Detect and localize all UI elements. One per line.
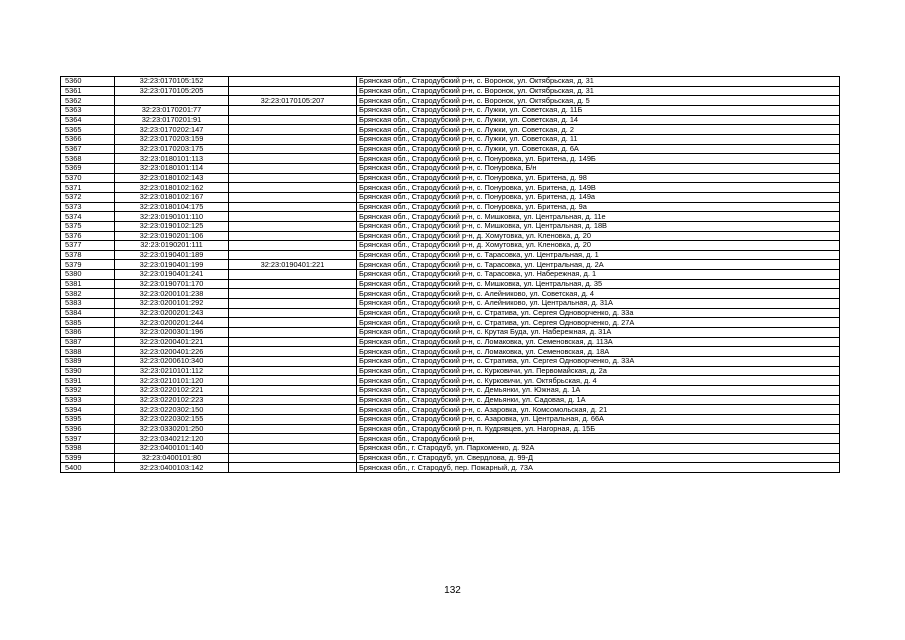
table-row <box>61 337 840 347</box>
cadastral-number-cell: 32:23:0220102:221 <box>115 386 229 396</box>
table-row <box>61 395 840 405</box>
cadastral-number-cell: 32:23:0400101:80 <box>115 453 229 463</box>
row-number-cell: 5382 <box>61 289 115 299</box>
table-row <box>61 347 840 357</box>
row-number-cell: 5373 <box>61 202 115 212</box>
address-cell: Брянская обл., Стародубский р-н, с. Алейниково, ул. Советская, д. 4 <box>357 289 840 299</box>
row-number-cell: 5379 <box>61 260 115 270</box>
address-cell: Брянская обл., Стародубский р-н, с. Ломаковка, ул. Семеновская, д. 113А <box>357 337 840 347</box>
table-row <box>61 308 840 318</box>
row-number-cell: 5397 <box>61 434 115 444</box>
address-cell: Брянская обл., Стародубский р-н, с. Воронок, ул. Октябрьская, д. 5 <box>357 96 840 106</box>
related-cadastral-number-cell <box>229 414 357 424</box>
table-row <box>61 241 840 251</box>
table-row <box>61 192 840 202</box>
table-row <box>61 463 840 473</box>
row-number-cell: 5363 <box>61 105 115 115</box>
cadastral-number-cell: 32:23:0400103:142 <box>115 463 229 473</box>
row-number-cell: 5361 <box>61 86 115 96</box>
related-cadastral-number-cell: 32:23:0190401:221 <box>229 260 357 270</box>
cadastral-number-cell: 32:23:0200610:340 <box>115 357 229 367</box>
table-row <box>61 144 840 154</box>
row-number-cell: 5400 <box>61 463 115 473</box>
row-number-cell: 5370 <box>61 173 115 183</box>
table-row <box>61 221 840 231</box>
row-number-cell: 5399 <box>61 453 115 463</box>
cadastral-number-cell: 32:23:0180104:175 <box>115 202 229 212</box>
address-cell: Брянская обл., Стародубский р-н, <box>357 434 840 444</box>
related-cadastral-number-cell <box>229 279 357 289</box>
cadastral-number-cell: 32:23:0170105:205 <box>115 86 229 96</box>
row-number-cell: 5388 <box>61 347 115 357</box>
address-cell: Брянская обл., Стародубский р-н, с. Лужки, ул. Советская, д. 6А <box>357 144 840 154</box>
cadastral-number-cell: 32:23:0190401:199 <box>115 260 229 270</box>
page-number: 132 <box>444 585 461 596</box>
table-row <box>61 77 840 87</box>
address-cell: Брянская обл., Стародубский р-н, с. Стратива, ул. Сергея Одноворченко, д. 33А <box>357 357 840 367</box>
row-number-cell: 5380 <box>61 270 115 280</box>
cadastral-number-cell: 32:23:0220302:150 <box>115 405 229 415</box>
address-cell: Брянская обл., Стародубский р-н, с. Курковичи, ул. Октябрьская, д. 4 <box>357 376 840 386</box>
related-cadastral-number-cell <box>229 328 357 338</box>
related-cadastral-number-cell <box>229 183 357 193</box>
related-cadastral-number-cell <box>229 134 357 144</box>
address-cell: Брянская обл., Стародубский р-н, д. Хомутовка, ул. Кленовка, д. 20 <box>357 231 840 241</box>
row-number-cell: 5390 <box>61 366 115 376</box>
related-cadastral-number-cell <box>229 144 357 154</box>
cadastral-number-cell: 32:23:0190401:189 <box>115 250 229 260</box>
related-cadastral-number-cell <box>229 299 357 309</box>
address-cell: Брянская обл., Стародубский р-н, с. Понуровка, ул. Бритена, д. 149Б <box>357 154 840 164</box>
table-row <box>61 424 840 434</box>
table-row <box>61 443 840 453</box>
cadastral-number-cell: 32:23:0220102:223 <box>115 395 229 405</box>
cadastral-number-cell: 32:23:0340212:120 <box>115 434 229 444</box>
cadastral-number-cell: 32:23:0220302:155 <box>115 414 229 424</box>
row-number-cell: 5385 <box>61 318 115 328</box>
address-cell: Брянская обл., Стародубский р-н, с. Стратива, ул. Сергея Одноворченко, д. 33а <box>357 308 840 318</box>
related-cadastral-number-cell <box>229 434 357 444</box>
address-cell: Брянская обл., Стародубский р-н, с. Лужки, ул. Советская, д. 11 <box>357 134 840 144</box>
address-cell: Брянская обл., Стародубский р-н, с. Понуровка, ул. Бритена, д. 149а <box>357 192 840 202</box>
cadastral-number-cell: 32:23:0190401:241 <box>115 270 229 280</box>
cadastral-number-cell: 32:23:0210101:120 <box>115 376 229 386</box>
table-row <box>61 328 840 338</box>
row-number-cell: 5384 <box>61 308 115 318</box>
related-cadastral-number-cell <box>229 386 357 396</box>
cadastral-number-cell: 32:23:0200401:226 <box>115 347 229 357</box>
table-row <box>61 405 840 415</box>
cadastral-number-cell: 32:23:0180102:167 <box>115 192 229 202</box>
related-cadastral-number-cell <box>229 221 357 231</box>
related-cadastral-number-cell <box>229 405 357 415</box>
related-cadastral-number-cell <box>229 270 357 280</box>
table-row <box>61 105 840 115</box>
address-cell: Брянская обл., Стародубский р-н, с. Азаровка, ул. Комсомольская, д. 21 <box>357 405 840 415</box>
related-cadastral-number-cell <box>229 289 357 299</box>
table-row <box>61 125 840 135</box>
address-cell: Брянская обл., Стародубский р-н, с. Лужки, ул. Советская, д. 11Б <box>357 105 840 115</box>
row-number-cell: 5366 <box>61 134 115 144</box>
row-number-cell: 5362 <box>61 96 115 106</box>
row-number-cell: 5365 <box>61 125 115 135</box>
row-number-cell: 5364 <box>61 115 115 125</box>
row-number-cell: 5387 <box>61 337 115 347</box>
related-cadastral-number-cell <box>229 424 357 434</box>
cadastral-number-cell: 32:23:0190201:111 <box>115 241 229 251</box>
address-cell: Брянская обл., Стародубский р-н, с. Тарасовка, ул. Центральная, д. 2А <box>357 260 840 270</box>
cadastral-number-cell: 32:23:0200101:238 <box>115 289 229 299</box>
address-cell: Брянская обл., Стародубский р-н, с. Стратива, ул. Сергея Одноворченко, д. 27А <box>357 318 840 328</box>
row-number-cell: 5368 <box>61 154 115 164</box>
related-cadastral-number-cell <box>229 308 357 318</box>
cadastral-number-cell: 32:23:0190101:110 <box>115 212 229 222</box>
related-cadastral-number-cell <box>229 173 357 183</box>
related-cadastral-number-cell <box>229 395 357 405</box>
table-row <box>61 414 840 424</box>
table-row <box>61 115 840 125</box>
related-cadastral-number-cell <box>229 154 357 164</box>
table-row <box>61 202 840 212</box>
related-cadastral-number-cell <box>229 250 357 260</box>
cadastral-number-cell: 32:23:0200401:221 <box>115 337 229 347</box>
address-cell: Брянская обл., Стародубский р-н, с. Мишковка, ул. Центральная, д. 35 <box>357 279 840 289</box>
address-cell: Брянская обл., Стародубский р-н, с. Понуровка, ул. Бритена, д. 98 <box>357 173 840 183</box>
table-row <box>61 86 840 96</box>
table-row <box>61 376 840 386</box>
cadastral-number-cell: 32:23:0200101:292 <box>115 299 229 309</box>
row-number-cell: 5391 <box>61 376 115 386</box>
address-cell: Брянская обл., Стародубский р-н, с. Курковичи, ул. Первомайская, д. 2а <box>357 366 840 376</box>
table-row <box>61 154 840 164</box>
related-cadastral-number-cell <box>229 77 357 87</box>
table-row <box>61 260 840 270</box>
address-cell: Брянская обл., Стародубский р-н, с. Понуровка, ул. Бритена, д. 149В <box>357 183 840 193</box>
table-row <box>61 366 840 376</box>
table-row <box>61 279 840 289</box>
cadastral-number-cell: 32:23:0180101:113 <box>115 154 229 164</box>
address-cell: Брянская обл., Стародубский р-н, с. Демьянки, ул. Садовая, д. 1А <box>357 395 840 405</box>
table-row <box>61 231 840 241</box>
address-cell: Брянская обл., г. Стародуб, пер. Пожарный, д. 73А <box>357 463 840 473</box>
cadastral-number-cell: 32:23:0170203:159 <box>115 134 229 144</box>
address-cell: Брянская обл., Стародубский р-н, с. Мишковка, ул. Центральная, д. 18В <box>357 221 840 231</box>
related-cadastral-number-cell <box>229 376 357 386</box>
address-cell: Брянская обл., Стародубский р-н, с. Тарасовка, ул. Набережная, д. 1 <box>357 270 840 280</box>
row-number-cell: 5395 <box>61 414 115 424</box>
cadastral-number-cell: 32:23:0180102:143 <box>115 173 229 183</box>
cadastral-number-cell <box>115 96 229 106</box>
related-cadastral-number-cell <box>229 241 357 251</box>
table-row <box>61 299 840 309</box>
cadastral-number-cell: 32:23:0170201:77 <box>115 105 229 115</box>
address-cell: Брянская обл., г. Стародуб, ул. Пархоменко, д. 92А <box>357 443 840 453</box>
related-cadastral-number-cell <box>229 86 357 96</box>
cadastral-number-cell: 32:23:0200201:244 <box>115 318 229 328</box>
address-cell: Брянская обл., Стародубский р-н, с. Воронок, ул. Октябрьская, д. 31 <box>357 86 840 96</box>
row-number-cell: 5394 <box>61 405 115 415</box>
table-row <box>61 173 840 183</box>
related-cadastral-number-cell: 32:23:0170105:207 <box>229 96 357 106</box>
related-cadastral-number-cell <box>229 192 357 202</box>
row-number-cell: 5393 <box>61 395 115 405</box>
row-number-cell: 5360 <box>61 77 115 87</box>
address-cell: Брянская обл., Стародубский р-н, с. Ломаковка, ул. Семеновская, д. 18А <box>357 347 840 357</box>
registry-table <box>60 76 840 473</box>
table-row <box>61 318 840 328</box>
address-cell: Брянская обл., Стародубский р-н, с. Азаровка, ул. Центральная, д. 66А <box>357 414 840 424</box>
cadastral-number-cell: 32:23:0330201:250 <box>115 424 229 434</box>
table-row <box>61 134 840 144</box>
related-cadastral-number-cell <box>229 453 357 463</box>
address-cell: Брянская обл., Стародубский р-н, с. Понуровка, Б/н <box>357 163 840 173</box>
address-cell: Брянская обл., Стародубский р-н, п. Кудрявцев, ул. Нагорная, д. 15Б <box>357 424 840 434</box>
cadastral-number-cell: 32:23:0400101:140 <box>115 443 229 453</box>
row-number-cell: 5386 <box>61 328 115 338</box>
row-number-cell: 5398 <box>61 443 115 453</box>
related-cadastral-number-cell <box>229 115 357 125</box>
cadastral-number-cell: 32:23:0170201:91 <box>115 115 229 125</box>
related-cadastral-number-cell <box>229 231 357 241</box>
table-row <box>61 386 840 396</box>
row-number-cell: 5369 <box>61 163 115 173</box>
related-cadastral-number-cell <box>229 105 357 115</box>
row-number-cell: 5389 <box>61 357 115 367</box>
address-cell: Брянская обл., г. Стародуб, ул. Свердлова, д. 99-Д <box>357 453 840 463</box>
table-row <box>61 250 840 260</box>
table-row <box>61 212 840 222</box>
cadastral-number-cell: 32:23:0180102:162 <box>115 183 229 193</box>
address-cell: Брянская обл., Стародубский р-н, с. Алейниково, ул. Центральная, д. 31А <box>357 299 840 309</box>
row-number-cell: 5396 <box>61 424 115 434</box>
cadastral-number-cell: 32:23:0190701:170 <box>115 279 229 289</box>
row-number-cell: 5372 <box>61 192 115 202</box>
table-row <box>61 453 840 463</box>
cadastral-number-cell: 32:23:0170203:175 <box>115 144 229 154</box>
cadastral-number-cell: 32:23:0170202:147 <box>115 125 229 135</box>
cadastral-number-cell: 32:23:0190102:125 <box>115 221 229 231</box>
address-cell: Брянская обл., Стародубский р-н, с. Крутая Буда, ул. Набережная, д. 31А <box>357 328 840 338</box>
related-cadastral-number-cell <box>229 163 357 173</box>
address-cell: Брянская обл., Стародубский р-н, с. Воронок, ул. Октябрьская, д. 31 <box>357 77 840 87</box>
address-cell: Брянская обл., Стародубский р-н, с. Понуровка, ул. Бритена, д. 9а <box>357 202 840 212</box>
table-row <box>61 163 840 173</box>
address-cell: Брянская обл., Стародубский р-н, с. Лужки, ул. Советская, д. 2 <box>357 125 840 135</box>
address-cell: Брянская обл., Стародубский р-н, с. Мишковка, ул. Центральная, д. 11е <box>357 212 840 222</box>
cadastral-number-cell: 32:23:0200201:243 <box>115 308 229 318</box>
cadastral-number-cell: 32:23:0180101:114 <box>115 163 229 173</box>
table-row <box>61 270 840 280</box>
address-cell: Брянская обл., Стародубский р-н, с. Демьянки, ул. Южная, д. 1А <box>357 386 840 396</box>
address-cell: Брянская обл., Стародубский р-н, с. Лужки, ул. Советская, д. 14 <box>357 115 840 125</box>
related-cadastral-number-cell <box>229 337 357 347</box>
cadastral-number-cell: 32:23:0200301:196 <box>115 328 229 338</box>
address-cell: Брянская обл., Стародубский р-н, с. Тарасовка, ул. Центральная, д. 1 <box>357 250 840 260</box>
row-number-cell: 5376 <box>61 231 115 241</box>
table-row <box>61 289 840 299</box>
table-row <box>61 183 840 193</box>
row-number-cell: 5392 <box>61 386 115 396</box>
related-cadastral-number-cell <box>229 318 357 328</box>
cadastral-number-cell: 32:23:0210101:112 <box>115 366 229 376</box>
row-number-cell: 5375 <box>61 221 115 231</box>
table-row <box>61 96 840 106</box>
related-cadastral-number-cell <box>229 357 357 367</box>
table-row <box>61 357 840 367</box>
row-number-cell: 5383 <box>61 299 115 309</box>
row-number-cell: 5371 <box>61 183 115 193</box>
row-number-cell: 5378 <box>61 250 115 260</box>
row-number-cell: 5374 <box>61 212 115 222</box>
related-cadastral-number-cell <box>229 202 357 212</box>
related-cadastral-number-cell <box>229 125 357 135</box>
cadastral-number-cell: 32:23:0170105:152 <box>115 77 229 87</box>
registry-table-body <box>61 77 840 473</box>
related-cadastral-number-cell <box>229 463 357 473</box>
row-number-cell: 5381 <box>61 279 115 289</box>
row-number-cell: 5367 <box>61 144 115 154</box>
table-row <box>61 434 840 444</box>
related-cadastral-number-cell <box>229 366 357 376</box>
row-number-cell: 5377 <box>61 241 115 251</box>
cadastral-number-cell: 32:23:0190201:106 <box>115 231 229 241</box>
related-cadastral-number-cell <box>229 347 357 357</box>
related-cadastral-number-cell <box>229 443 357 453</box>
address-cell: Брянская обл., Стародубский р-н, д. Хомутовка, ул. Кленовка, д. 20 <box>357 241 840 251</box>
related-cadastral-number-cell <box>229 212 357 222</box>
